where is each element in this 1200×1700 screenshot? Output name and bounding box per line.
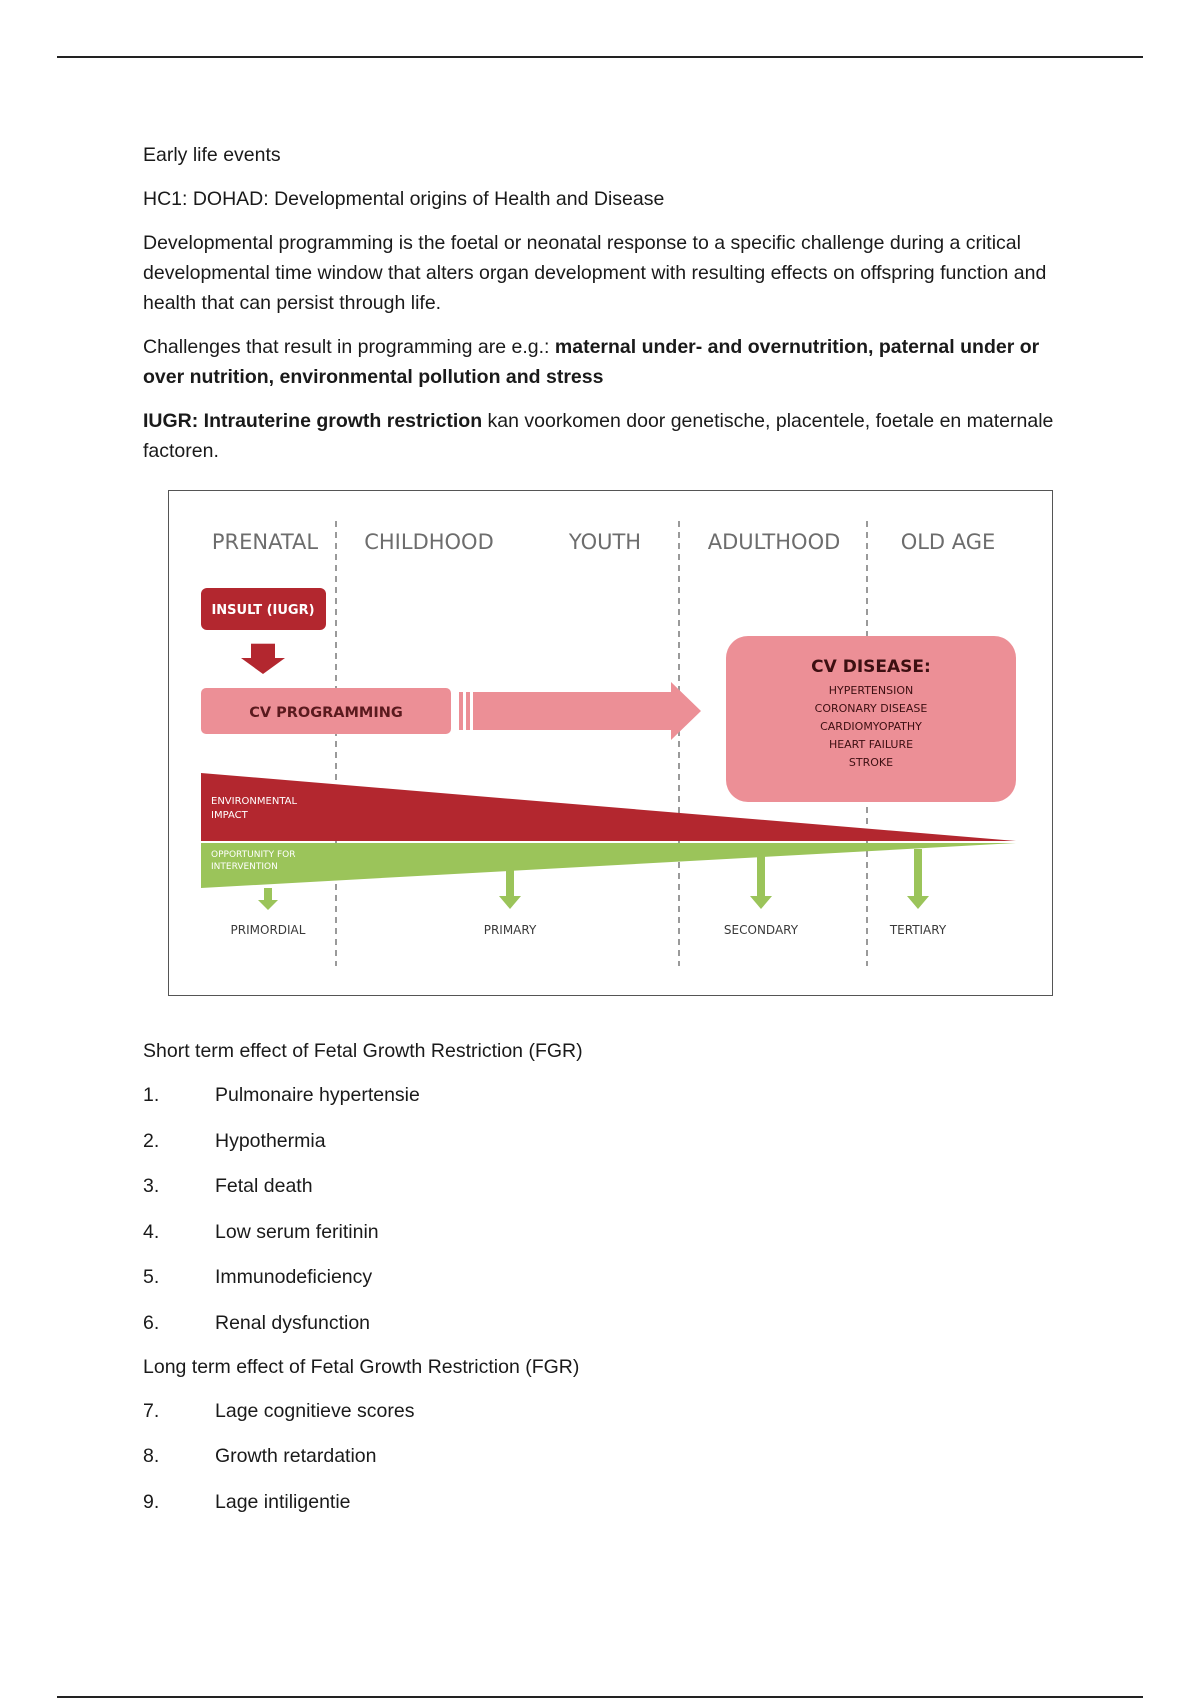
disease-cardiomyopathy: CARDIOMYOPATHY <box>820 720 922 733</box>
iugr-term: IUGR: Intrauterine growth restriction <box>143 410 483 432</box>
environmental-label-2: IMPACT <box>211 810 248 821</box>
insult-down-arrow-icon <box>241 643 285 674</box>
prevention-tertiary: TERTIARY <box>889 923 947 937</box>
list-item: 3. Fetal death <box>143 1175 313 1197</box>
list-item: 4. Low serum feritinin <box>143 1220 379 1243</box>
secondary-arrow-icon <box>750 851 772 909</box>
progression-arrow-icon <box>473 682 701 740</box>
stage-youth: YOUTH <box>568 530 642 554</box>
insult-label: INSULT (IUGR) <box>211 603 315 618</box>
prevention-secondary: SECONDARY <box>723 923 799 937</box>
list-item: 7. Lage cognitieve scores <box>143 1399 415 1422</box>
primary-arrow-icon <box>499 869 521 909</box>
disease-heart-failure: HEART FAILURE <box>828 738 914 751</box>
footer-rule <box>57 1696 1143 1698</box>
tertiary-arrow-icon <box>907 849 929 909</box>
primordial-arrow-icon <box>258 888 278 910</box>
disease-coronary: CORONARY DISEASE <box>814 702 928 715</box>
document-subtitle: HC1: DOHAD: Developmental origins of Health and Disease <box>143 188 665 210</box>
stage-childhood: CHILDHOOD <box>364 530 494 554</box>
stage-old-age: OLD AGE <box>900 530 996 554</box>
long-term-heading: Long term effect of Fetal Growth Restriction (FGR) <box>143 1355 580 1378</box>
environmental-label-1: ENVIRONMENTAL <box>211 796 298 807</box>
stage-adulthood: ADULTHOOD <box>707 530 841 554</box>
lifecourse-diagram <box>169 491 1052 995</box>
stage-prenatal: PRENATAL <box>211 530 319 554</box>
list-item: 8. Growth retardation <box>143 1445 377 1467</box>
opportunity-wedge <box>201 843 1016 888</box>
challenges-prefix: Challenges that result in programming are e.g.: <box>143 336 555 358</box>
disease-stroke: STROKE <box>848 756 894 769</box>
list-item: 6. Renal dysfunction <box>143 1311 371 1334</box>
cv-programming-label: CV PROGRAMMING <box>249 705 403 721</box>
prevention-primordial: PRIMORDIAL <box>230 923 306 937</box>
iugr-paragraph <box>143 406 1063 466</box>
list-item: 1. Pulmonaire hypertensie <box>143 1084 420 1106</box>
short-term-heading: Short term effect of Fetal Growth Restriction (FGR) <box>143 1040 583 1062</box>
list-item: 5. Immunodeficiency <box>143 1266 373 1288</box>
disease-hypertension: HYPERTENSION <box>828 684 914 697</box>
header-rule <box>57 56 1143 58</box>
challenges-paragraph <box>143 332 1063 392</box>
opportunity-label-1: OPPORTUNITY FOR <box>211 850 296 860</box>
iugr-description: kan voorkomen door genetische, placentele, foetale en maternale factoren. <box>143 410 1054 462</box>
opportunity-label-2: INTERVENTION <box>211 862 278 872</box>
prevention-primary: PRIMARY <box>483 923 537 937</box>
fgr-effects <box>143 1036 1063 1532</box>
definition-paragraph: Developmental programming is the foetal or neonatal response to a specific challenge during a critical developmental time window that alters organ development with resulting effects on offspring function and health that can persist through life. <box>143 232 1047 314</box>
dohad-lifecourse-figure <box>168 490 1053 996</box>
cv-disease-title: CV DISEASE: <box>811 657 931 677</box>
document-title: Early life events <box>143 144 281 166</box>
document-body <box>143 140 1063 466</box>
list-item: 9. Lage intiligentie <box>143 1490 351 1513</box>
challenges-list: maternal under- and overnutrition, paternal under or over nutrition, environmental pollution and stress <box>143 336 1040 388</box>
list-item: 2. Hypothermia <box>143 1129 326 1152</box>
